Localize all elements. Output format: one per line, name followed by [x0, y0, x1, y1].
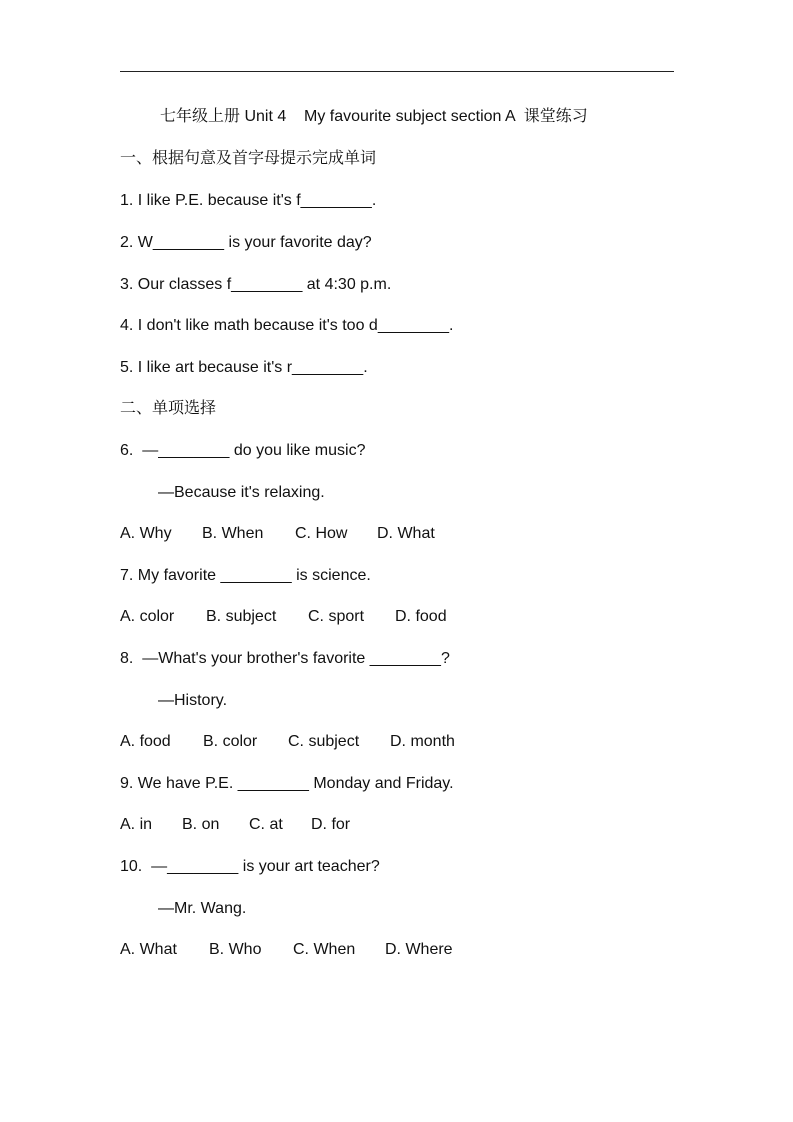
fill-item-1: 1. I like P.E. because it's f________. — [120, 192, 377, 209]
question-10-option-c: C. When — [293, 941, 356, 958]
fill-item-5: 5. I like art because it's r________. — [120, 359, 368, 376]
question-8-option-d: D. month — [390, 733, 455, 750]
question-7-option-d: D. food — [395, 608, 447, 625]
question-10-reply: —Mr. Wang. — [158, 900, 247, 917]
question-8-reply: —History. — [158, 692, 228, 709]
question-6-option-c: C. How — [295, 525, 348, 542]
section2-heading: 二、单项选择 — [120, 400, 217, 417]
question-10-stem: 10. —________ is your art teacher? — [120, 858, 380, 875]
question-7-option-b: B. subject — [206, 608, 277, 625]
question-7-stem: 7. My favorite ________ is science. — [120, 567, 371, 584]
question-9-option-a: A. in — [120, 816, 153, 833]
document-title: 七年级上册 Unit 4 My favourite subject section A 课堂练习 — [160, 108, 588, 125]
question-6-option-a: A. Why — [120, 525, 172, 542]
question-10-option-d: D. Where — [385, 941, 453, 958]
question-8-option-b: B. color — [203, 733, 258, 750]
fill-item-2: 2. W________ is your favorite day? — [120, 234, 372, 251]
question-9-option-b: B. on — [182, 816, 220, 833]
fill-item-3: 3. Our classes f________ at 4:30 p.m. — [120, 276, 392, 293]
section1-heading: 一、根据句意及首字母提示完成单词 — [120, 150, 377, 167]
fill-item-4: 4. I don't like math because it's too d________. — [120, 317, 454, 334]
question-6-option-b: B. When — [202, 525, 264, 542]
question-7-option-c: C. sport — [308, 608, 365, 625]
question-9-stem: 9. We have P.E. ________ Monday and Friday. — [120, 775, 454, 792]
question-6-stem: 6. —________ do you like music? — [120, 442, 366, 459]
question-7-option-a: A. color — [120, 608, 175, 625]
question-6-reply: —Because it's relaxing. — [158, 484, 325, 501]
question-10-option-a: A. What — [120, 941, 177, 958]
question-9-option-c: C. at — [249, 816, 283, 833]
question-8-option-a: A. food — [120, 733, 171, 750]
question-10-options — [120, 940, 453, 1060]
question-8-stem: 8. —What's your brother's favorite ________? — [120, 650, 450, 667]
header-rule — [120, 71, 674, 72]
question-8-option-c: C. subject — [288, 733, 360, 750]
question-6-option-d: D. What — [377, 525, 435, 542]
question-10-option-b: B. Who — [209, 941, 262, 958]
question-9-option-d: D. for — [311, 816, 351, 833]
